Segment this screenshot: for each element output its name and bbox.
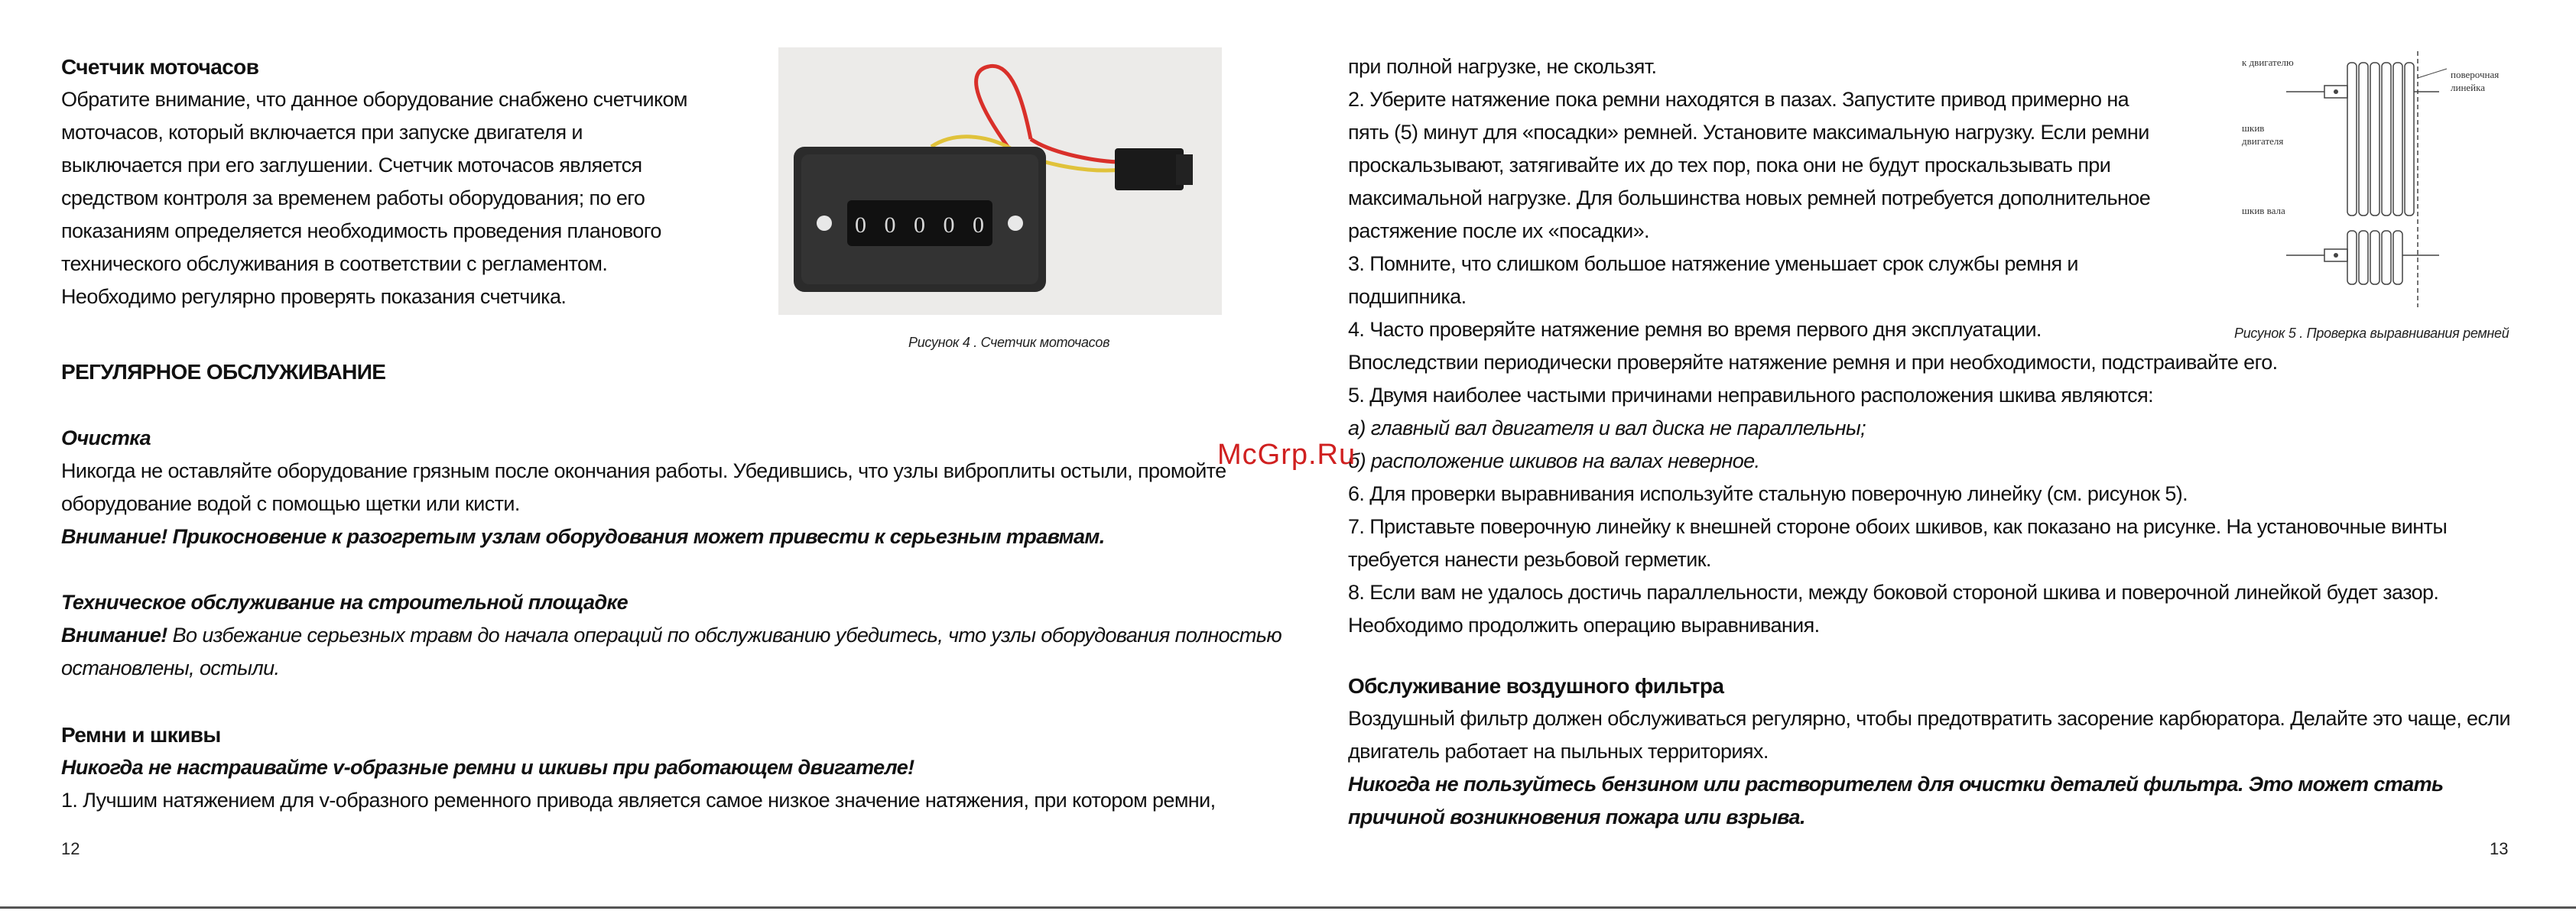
text-line: 4. Часто проверяйте натяжение ремня во время первого дня эксплуатации. (1348, 318, 2042, 341)
hourmeter-section-title: Счетчик моточасов (61, 55, 259, 79)
text-line: растяжение после их «посадки». (1348, 219, 1649, 242)
text-line: технического обслуживания в соответствии с регламентом. (61, 252, 608, 275)
text-line: максимальной нагрузке. Для большинства новых ремней потребуется дополнительное (1348, 186, 2151, 209)
cleaning-warning: Внимание! Прикосновение к разогретым узлам оборудования может привести к серьезным травмам. (61, 525, 1105, 548)
hourmeter-digits: 0 0 0 0 0 (855, 212, 990, 238)
text-line: подшипника. (1348, 285, 1467, 308)
page-number-left: 12 (61, 839, 80, 858)
cleaning-paragraph (61, 455, 1226, 553)
text-line: Необходимо продолжить операцию выравнивания. (1348, 614, 1820, 637)
text-line: при полной нагрузке, не скользят. (1348, 55, 1657, 78)
text-line: Никогда не оставляйте оборудование грязным после окончания работы. Убедившись, что узлы виброплиты остыли, промойте (61, 459, 1226, 482)
hourmeter-photo (778, 47, 1222, 315)
figure-5-caption: Рисунок 5 . Проверка выравнивания ремней (2234, 326, 2509, 341)
text-line: 7. Приставьте поверочную линейку к внешней стороне обоих шкивов, как показано на рисунке. На установочные винты (1348, 515, 2448, 538)
text-line: остановлены, остыли. (61, 657, 280, 679)
hourmeter-illustration (778, 47, 1222, 315)
hourmeter-paragraph (61, 83, 687, 313)
text-line: требуется нанести резьбовой герметик. (1348, 548, 1711, 571)
air-filter-paragraph (1348, 702, 2510, 834)
text-line: 8. Если вам не удалось достичь параллельности, между боковой стороной шкива и поверочной линейкой будет зазор. (1348, 581, 2439, 604)
figure-4-caption: Рисунок 4 . Счетчик моточасов (908, 335, 1110, 350)
label-engine-pulley-1: шкив (2242, 122, 2265, 134)
watermark-text: McGrp.Ru (1217, 439, 1356, 471)
site-warning (61, 619, 1282, 685)
text-line: пять (5) минут для «посадки» ремней. Установите максимальную нагрузку. Если ремни (1348, 121, 2149, 144)
text-line: 3. Помните, что слишком большое натяжение уменьшает срок службы ремня и (1348, 252, 2078, 275)
air-filter-warning: Никогда не пользуйтесь бензином или растворителем для очистки деталей фильтра. Это может стать (1348, 773, 2444, 796)
text-line: оборудование водой с помощью щетки или кисти. (61, 492, 520, 515)
misalignment-cause-a: а) главный вал двигателя и вал диска не параллельны; (1348, 417, 1866, 439)
text-line: 5. Двумя наиболее частыми причинами неправильного расположения шкива являются: (1348, 384, 2154, 407)
text-line (61, 619, 1282, 652)
air-filter-warning: причиной возникновения пожара или взрыва. (1348, 806, 1805, 828)
warning-label: Внимание! (61, 624, 167, 647)
label-to-engine: к двигателю (2242, 57, 2294, 68)
label-ruler-1: поверочная (2451, 69, 2500, 80)
belts-heading: Ремни и шкивы (61, 723, 221, 747)
belts-item-1: 1. Лучшим натяжением для v-образного ременного привода является самое низкое значение натяжения, при котором ремни, (61, 789, 1216, 812)
misalignment-cause-b: б) расположение шкивов на валах неверное. (1348, 449, 1760, 472)
label-ruler-2: линейка (2451, 82, 2486, 93)
cleaning-heading: Очистка (61, 426, 151, 449)
text-line: показаниям определяется необходимость проведения планового (61, 219, 661, 242)
page-number-right: 13 (2490, 839, 2509, 858)
text-line: моточасов, который включается при запуске двигателя и (61, 121, 583, 144)
belts-warning: Никогда не настраивайте v-образные ремни и шкивы при работающем двигателе! (61, 756, 914, 779)
site-maintenance-heading: Техническое обслуживание на строительной площадке (61, 591, 629, 614)
text-line: Необходимо регулярно проверять показания счетчика. (61, 285, 567, 308)
air-filter-heading: Обслуживание воздушного фильтра (1348, 674, 1724, 698)
text-line: Воздушный фильтр должен обслуживаться регулярно, чтобы предотвратить засорение карбюратора. Делайте это чаще, если (1348, 707, 2510, 730)
text-line: Обратите внимание, что данное оборудование снабжено счетчиком (61, 88, 687, 111)
regular-maintenance-heading: РЕГУЛЯРНОЕ ОБСЛУЖИВАНИЕ (61, 360, 386, 384)
warning-text: Во избежание серьезных травм до начала операций по обслуживанию убедитесь, что узлы оборудования полностью (167, 624, 1282, 647)
belt-alignment-diagram (2240, 47, 2516, 311)
text-line: средством контроля за временем работы оборудования; по его (61, 186, 645, 209)
text-line: 6. Для проверки выравнивания используйте стальную поверочную линейку (см. рисунок 5). (1348, 482, 2188, 505)
text-line: выключается при его заглушении. Счетчик моточасов является (61, 154, 642, 177)
text-line: Впоследствии периодически проверяйте натяжение ремня и при необходимости, подстраивайте его. (1348, 351, 2278, 374)
text-line: 2. Уберите натяжение пока ремни находятся в пазах. Запустите привод примерно на (1348, 88, 2129, 111)
text-line: двигатель работает на пыльных территориях. (1348, 740, 1769, 763)
bottom-divider (0, 906, 2576, 909)
label-shaft-pulley: шкив вала (2242, 205, 2285, 216)
label-engine-pulley-2: двигателя (2242, 135, 2284, 147)
belt-alignment-illustration (2240, 47, 2516, 311)
text-line: проскальзывают, затягивайте их до тех пор, пока они не будут проскальзывать при (1348, 154, 2111, 177)
